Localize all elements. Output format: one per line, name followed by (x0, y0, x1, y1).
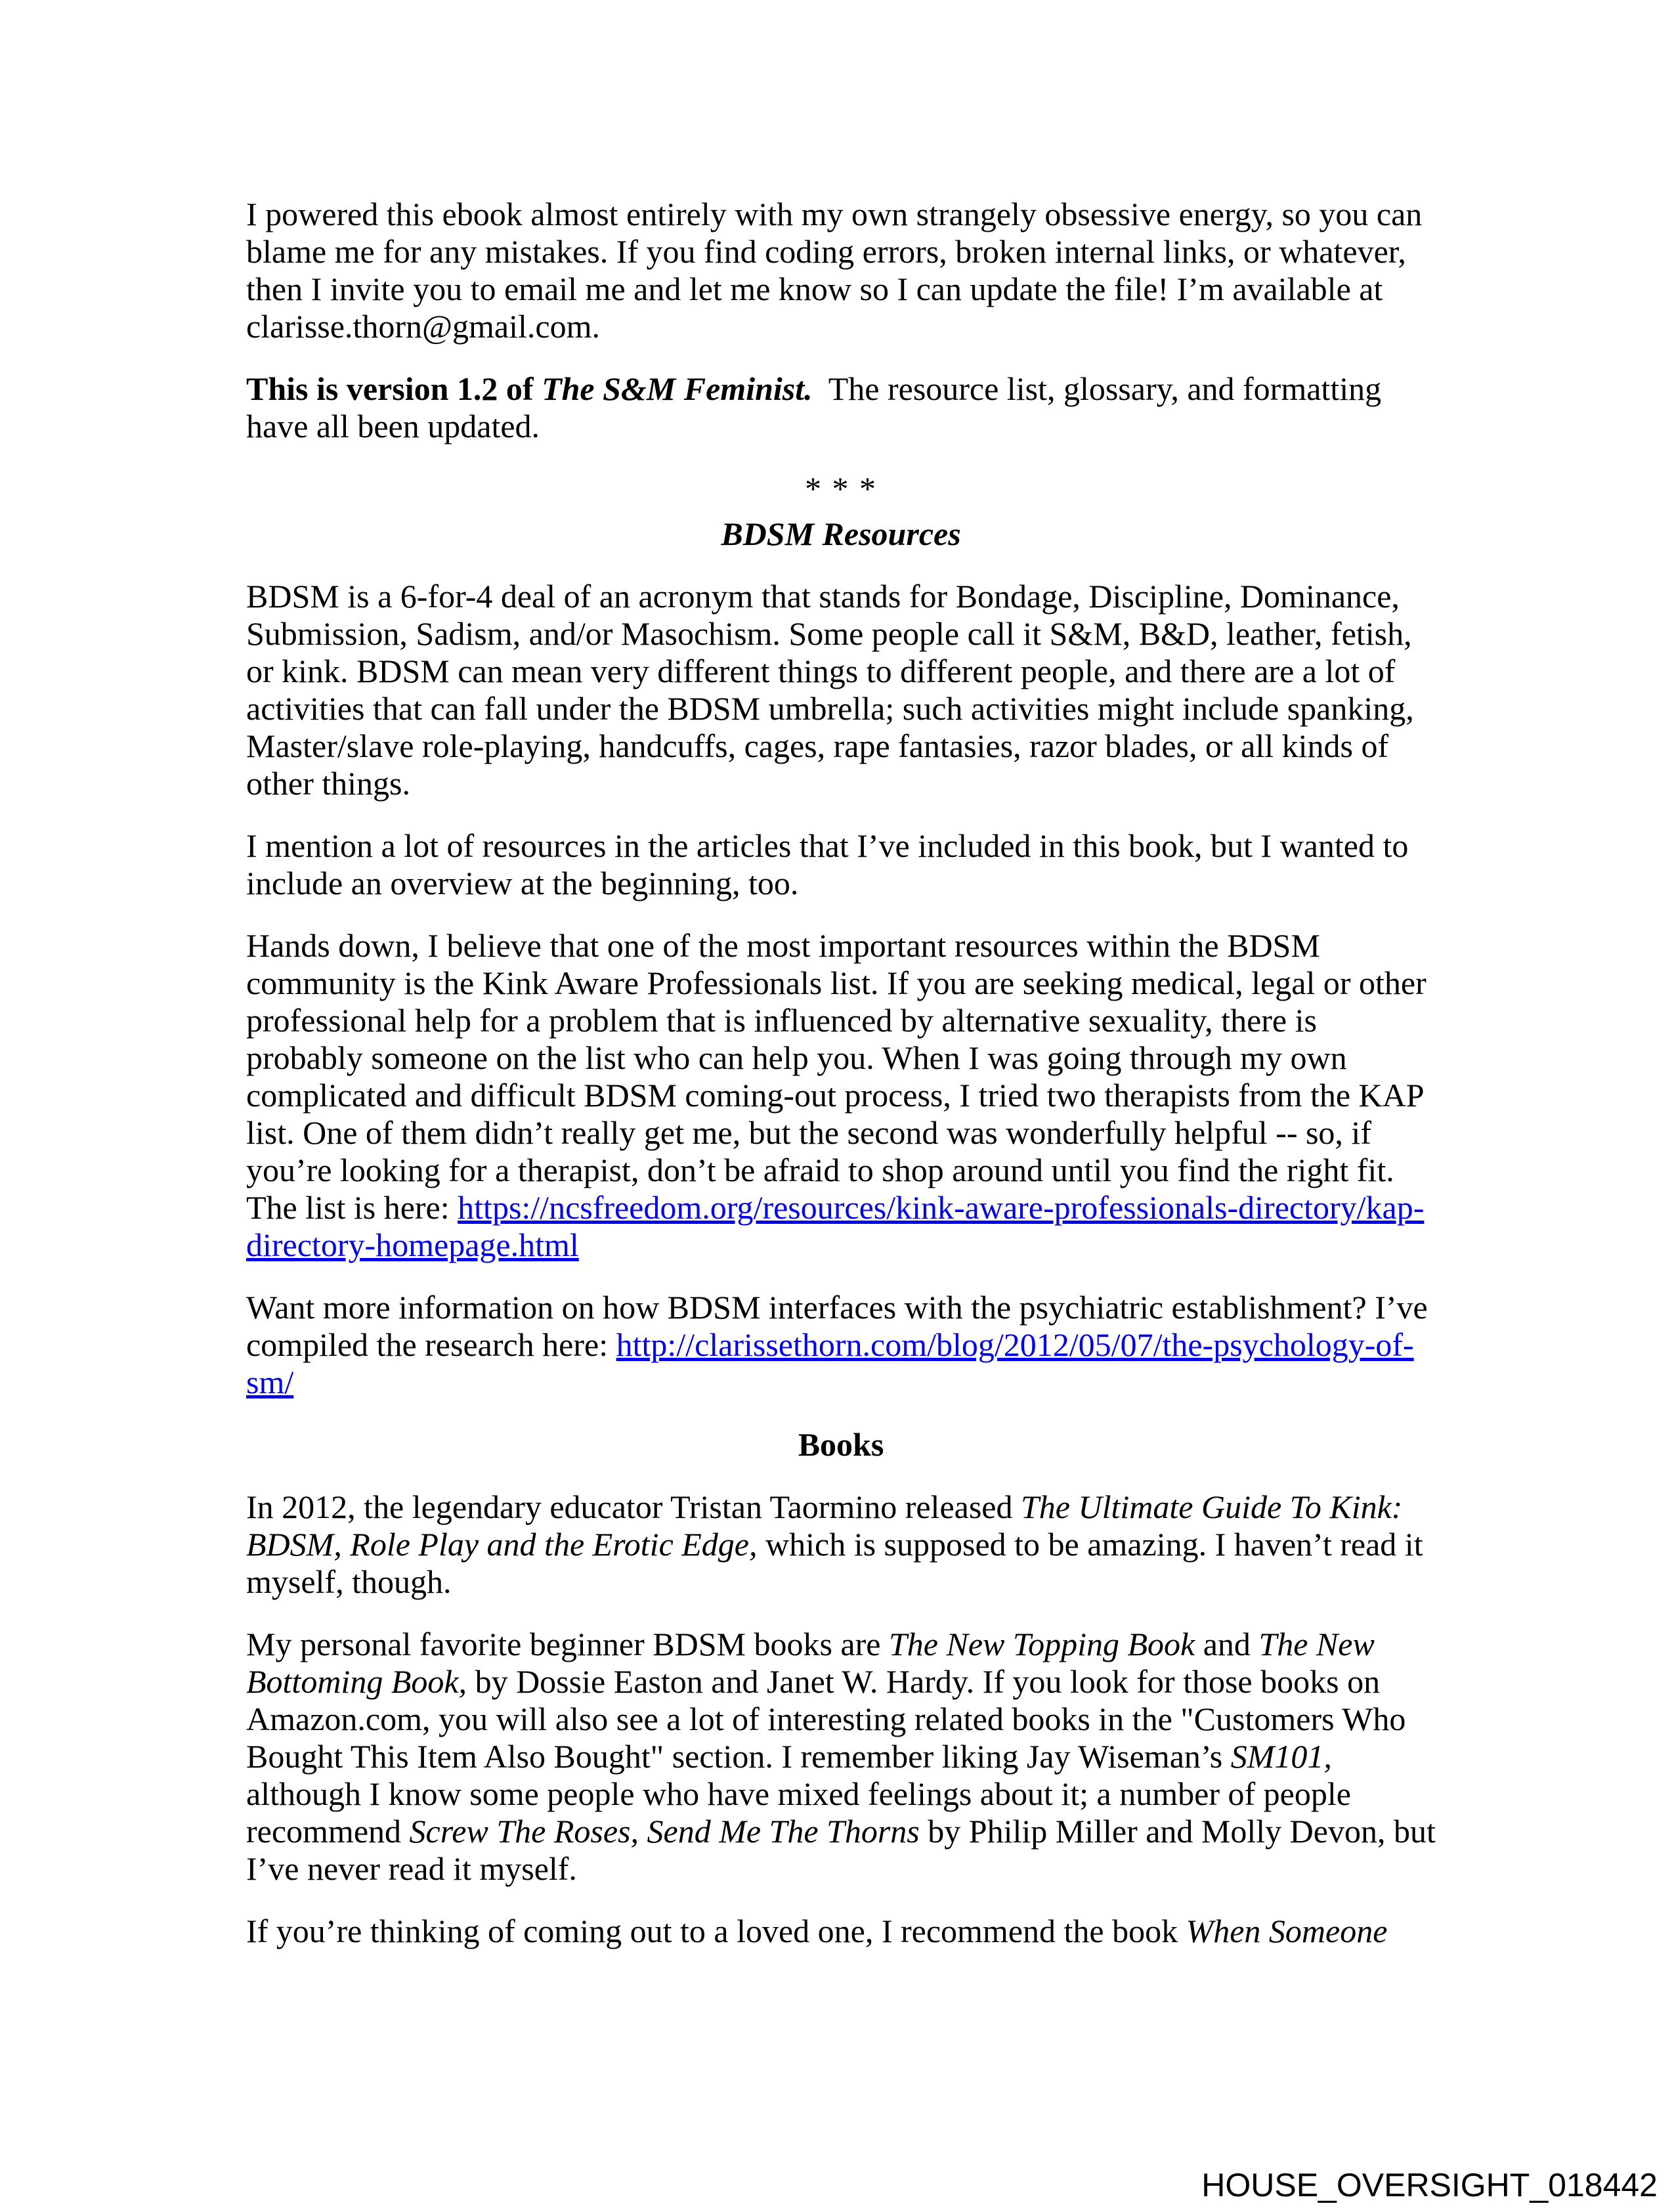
text-run: When Someone (1186, 1913, 1388, 1949)
paragraph (246, 196, 1436, 345)
text-run: If you’re thinking of coming out to a loved one, I recommend the book (246, 1913, 1186, 1949)
text-run: by Dossie Easton and Janet W. Hardy. If you look for those books on Amazon.com, you will also see a lot of interesting related books in the "Customers Who Bought This Item Also Bought" section. I remember liking Jay Wiseman’s (246, 1663, 1414, 1775)
bates-number: HOUSE_OVERSIGHT_018442 (1201, 2167, 1658, 2203)
section-separator: * * * (805, 470, 877, 507)
text-run: In 2012, the legendary educator Tristan Taormino released (246, 1488, 1021, 1525)
text-run: Hands down, I believe that one of the most important resources within the BDSM community is the Kink Aware Professionals list. If you are seeking medical, legal or other professional help for a problem that is influenced by alternative sexuality, there is probably someone on the list who can help you. When I was going through my own complicated and difficult BDSM coming-out process, I tried two therapists from the KAP list. One of them didn’t really get me, but the second was wonderfully helpful -- so, if you’re looking for a therapist, don’t be afraid to shop around until you find the right fit. The list is here: (246, 927, 1435, 1226)
text-run: The Ultimate Guide To Kink: BDSM, Role Play and the Erotic Edge, (246, 1488, 1411, 1563)
paragraph (246, 1626, 1444, 1888)
paragraph (246, 827, 1436, 902)
section-heading: Books (798, 1426, 884, 1463)
text-run: and (1195, 1626, 1259, 1662)
text-run: BDSM is a 6-for-4 deal of an acronym that stands for Bondage, Discipline, Dominance, Submission, Sadism, and/or Masochism. Some people call it S&M, B&D, leather, fetish, or kink. BDSM can mean very different things to different people, and there are a lot of activities that can fall under the BDSM umbrella; such activities might include spanking, Master/slave role-playing, handcuffs, cages, rape fantasies, razor blades, or all kinds of other things. (246, 578, 1423, 802)
paragraph (246, 927, 1436, 1264)
text-run: I powered this ebook almost entirely with my own strangely obsessive energy, so you can blame me for any mistakes. If you find coding errors, broken internal links, or whatever, then I invite you to email me and let me know so I can update the file! I’m available at clarisse.thorn@gmail.com. (246, 196, 1430, 345)
text-run: I mention a lot of resources in the articles that I’ve included in this book, but I wanted to include an overview at the beginning, too. (246, 827, 1417, 901)
text-run: which is supposed to be amazing. I haven’t read it myself, though. (246, 1526, 1432, 1600)
text-run: Want more information on how BDSM interfaces with the psychiatric establishment? I’ve compiled the research here: (246, 1289, 1436, 1363)
paragraph (246, 1289, 1436, 1401)
page-content (246, 196, 1444, 1975)
text-run: The New Bottoming Book, (246, 1626, 1383, 1700)
text-run: This is version 1.2 of (246, 370, 542, 407)
text-run: The S&M Feminist. (542, 370, 813, 407)
section-heading: BDSM Resources (721, 515, 961, 552)
text-run: although I know some people who have mixed feelings about it; a number of people recommend (246, 1738, 1360, 1850)
text-run: My personal favorite beginner BDSM books are (246, 1626, 889, 1662)
text-run: The resource list, glossary, and formatting have all been updated. (246, 370, 1390, 445)
text-run: The New Topping Book (888, 1626, 1195, 1662)
text-run: SM101, (1230, 1738, 1332, 1775)
hyperlink[interactable]: https://ncsfreedom.org/resources/kink-aware-professionals-directory/kap-directory-homepage.html (246, 1189, 1425, 1263)
text-run: by Philip Miller and Molly Devon, but I’ve never read it myself. (246, 1813, 1444, 1887)
text-run: Screw The Roses, Send Me The Thorns (409, 1813, 920, 1850)
paragraph (246, 578, 1436, 802)
paragraph (246, 1913, 1436, 1950)
paragraph (246, 370, 1436, 445)
hyperlink[interactable]: http://clarissethorn.com/blog/2012/05/07/the-psychology-of-sm/ (246, 1326, 1414, 1400)
paragraph (246, 1488, 1436, 1601)
